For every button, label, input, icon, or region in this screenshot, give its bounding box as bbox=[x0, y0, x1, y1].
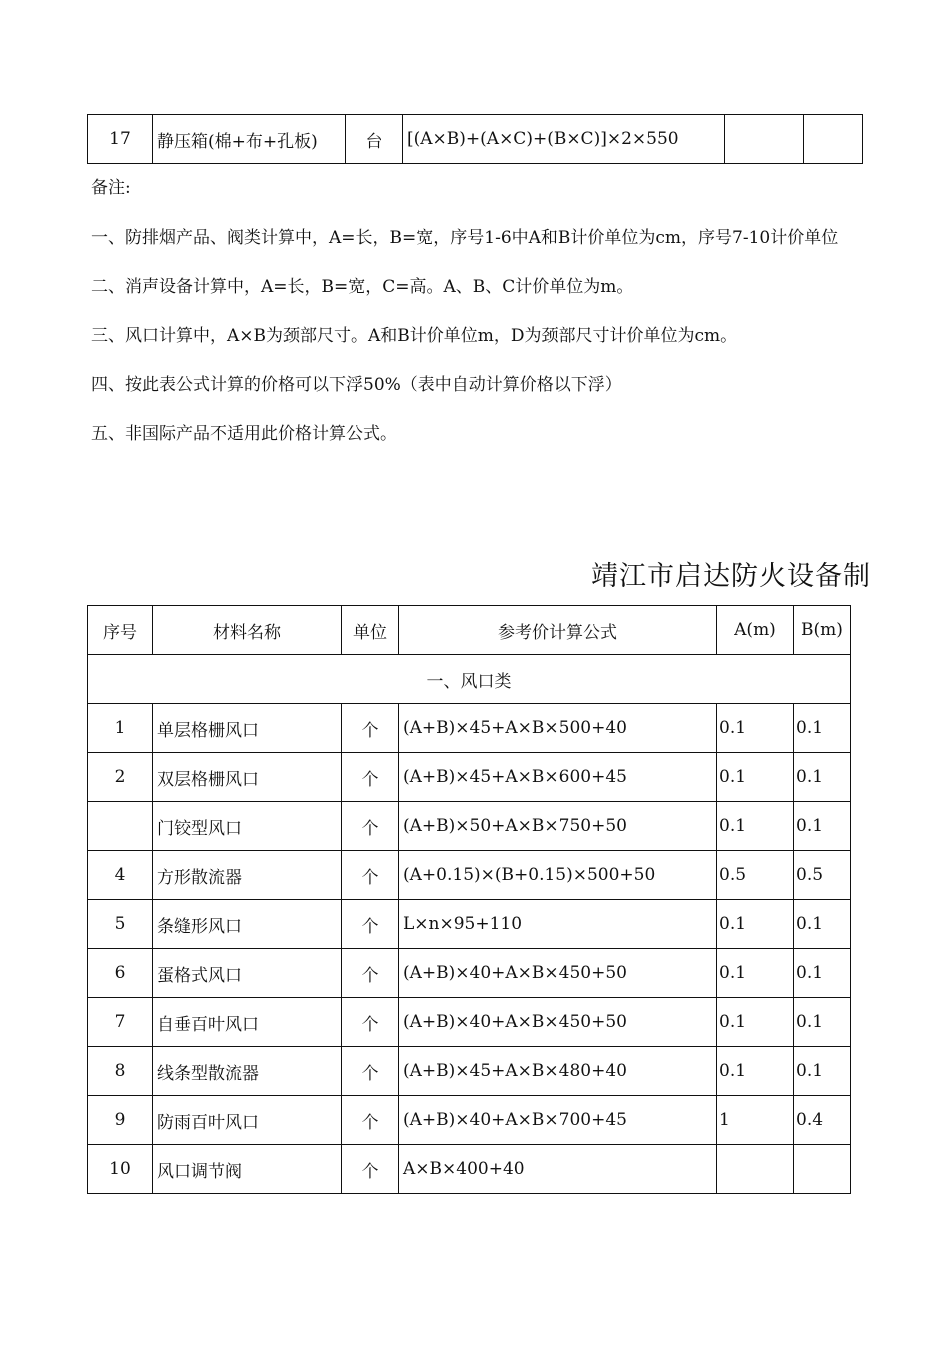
header-unit: 单位 bbox=[342, 606, 399, 655]
continued-price-table bbox=[87, 114, 863, 164]
formula-cell: (A+B)×45+A×B×480+40 bbox=[399, 1047, 717, 1096]
unit-cell: 个 bbox=[342, 802, 399, 851]
a-value-cell: 0.1 bbox=[717, 802, 794, 851]
material-name-cell: 条缝形风口 bbox=[153, 900, 342, 949]
material-name-cell: 双层格栅风口 bbox=[153, 753, 342, 802]
a-value-cell bbox=[725, 115, 804, 164]
b-value-cell: 0.1 bbox=[794, 704, 851, 753]
b-value-cell: 0.4 bbox=[794, 1096, 851, 1145]
material-name-cell: 方形散流器 bbox=[153, 851, 342, 900]
formula-cell: (A+B)×40+A×B×450+50 bbox=[399, 998, 717, 1047]
unit-cell: 个 bbox=[342, 1096, 399, 1145]
a-value-cell bbox=[717, 1145, 794, 1194]
formula-cell: (A+B)×40+A×B×700+45 bbox=[399, 1096, 717, 1145]
table-row bbox=[88, 1096, 851, 1145]
note-line-1: 一、防排烟产品、阀类计算中，A=长，B=宽，序号1-6中A和B计价单位为cm，序号7-10计价单位 bbox=[91, 228, 839, 248]
formula-cell: (A+0.15)×(B+0.15)×500+50 bbox=[399, 851, 717, 900]
price-table bbox=[87, 605, 851, 1194]
table-row bbox=[88, 753, 851, 802]
b-value-cell: 0.1 bbox=[794, 998, 851, 1047]
unit-cell: 个 bbox=[342, 949, 399, 998]
header-no: 序号 bbox=[88, 606, 153, 655]
note-line-5: 五、非国际产品不适用此价格计算公式。 bbox=[91, 424, 397, 444]
a-value-cell: 0.1 bbox=[717, 1047, 794, 1096]
a-value-cell: 0.5 bbox=[717, 851, 794, 900]
row-number-cell: 5 bbox=[88, 900, 153, 949]
formula-cell: A×B×400+40 bbox=[399, 1145, 717, 1194]
section-title: 一、风口类 bbox=[88, 655, 851, 704]
row-number-cell: 8 bbox=[88, 1047, 153, 1096]
company-title: 靖江市启达防火设备制 bbox=[591, 561, 871, 592]
row-number-cell: 7 bbox=[88, 998, 153, 1047]
formula-cell: (A+B)×45+A×B×600+45 bbox=[399, 753, 717, 802]
material-name-cell: 风口调节阀 bbox=[153, 1145, 342, 1194]
notes-section bbox=[91, 176, 838, 471]
material-name-cell: 自垂百叶风口 bbox=[153, 998, 342, 1047]
b-value-cell: 0.1 bbox=[794, 949, 851, 998]
formula-cell: (A+B)×50+A×B×750+50 bbox=[399, 802, 717, 851]
note-line-2: 二、消声设备计算中，A=长，B=宽，C=高。A、B、C计价单位为m。 bbox=[91, 277, 634, 297]
header-name: 材料名称 bbox=[153, 606, 342, 655]
unit-cell: 个 bbox=[342, 900, 399, 949]
b-value-cell: 0.1 bbox=[794, 900, 851, 949]
row-number-cell: 4 bbox=[88, 851, 153, 900]
row-number-cell: 10 bbox=[88, 1145, 153, 1194]
b-value-cell: 0.1 bbox=[794, 753, 851, 802]
formula-cell: L×n×95+110 bbox=[399, 900, 717, 949]
row-number-cell: 2 bbox=[88, 753, 153, 802]
unit-cell: 个 bbox=[342, 1047, 399, 1096]
material-name-cell: 防雨百叶风口 bbox=[153, 1096, 342, 1145]
unit-cell: 个 bbox=[342, 753, 399, 802]
table-row bbox=[88, 851, 851, 900]
table-row bbox=[88, 998, 851, 1047]
header-b: B(m) bbox=[794, 606, 851, 655]
a-value-cell: 0.1 bbox=[717, 949, 794, 998]
table-row bbox=[88, 704, 851, 753]
formula-cell: (A+B)×40+A×B×450+50 bbox=[399, 949, 717, 998]
material-name-cell: 静压箱(棉+布+孔板) bbox=[153, 115, 346, 164]
material-name-cell: 线条型散流器 bbox=[153, 1047, 342, 1096]
unit-cell: 台 bbox=[346, 115, 403, 164]
formula-cell: (A+B)×45+A×B×500+40 bbox=[399, 704, 717, 753]
a-value-cell: 1 bbox=[717, 1096, 794, 1145]
table-row bbox=[88, 1145, 851, 1194]
b-value-cell: 0.5 bbox=[794, 851, 851, 900]
section-row bbox=[88, 655, 851, 704]
notes-title: 备注: bbox=[91, 178, 131, 198]
material-name-cell: 门铰型风口 bbox=[153, 802, 342, 851]
a-value-cell: 0.1 bbox=[717, 900, 794, 949]
b-value-cell bbox=[804, 115, 863, 164]
row-number-cell: 1 bbox=[88, 704, 153, 753]
material-name-cell: 单层格栅风口 bbox=[153, 704, 342, 753]
table-row bbox=[88, 900, 851, 949]
table-row bbox=[88, 1047, 851, 1096]
row-number-cell: 17 bbox=[88, 115, 153, 164]
header-a: A(m) bbox=[717, 606, 794, 655]
unit-cell: 个 bbox=[342, 851, 399, 900]
b-value-cell bbox=[794, 1145, 851, 1194]
table-row bbox=[88, 802, 851, 851]
table-row bbox=[88, 949, 851, 998]
row-number-cell bbox=[88, 802, 153, 851]
b-value-cell: 0.1 bbox=[794, 802, 851, 851]
a-value-cell: 0.1 bbox=[717, 704, 794, 753]
note-line-3: 三、风口计算中，A×B为颈部尺寸。A和B计价单位m，D为颈部尺寸计价单位为cm。 bbox=[91, 326, 738, 346]
note-line-4: 四、按此表公式计算的价格可以下浮50%（表中自动计算价格以下浮） bbox=[91, 375, 622, 395]
header-formula: 参考价计算公式 bbox=[399, 606, 717, 655]
formula-cell: [(A×B)+(A×C)+(B×C)]×2×550 bbox=[403, 115, 725, 164]
a-value-cell: 0.1 bbox=[717, 998, 794, 1047]
b-value-cell: 0.1 bbox=[794, 1047, 851, 1096]
a-value-cell: 0.1 bbox=[717, 753, 794, 802]
unit-cell: 个 bbox=[342, 1145, 399, 1194]
table-header-row bbox=[88, 606, 851, 655]
unit-cell: 个 bbox=[342, 704, 399, 753]
row-number-cell: 9 bbox=[88, 1096, 153, 1145]
unit-cell: 个 bbox=[342, 998, 399, 1047]
row-number-cell: 6 bbox=[88, 949, 153, 998]
material-name-cell: 蛋格式风口 bbox=[153, 949, 342, 998]
table-body bbox=[88, 704, 851, 1194]
table-row bbox=[88, 115, 863, 164]
